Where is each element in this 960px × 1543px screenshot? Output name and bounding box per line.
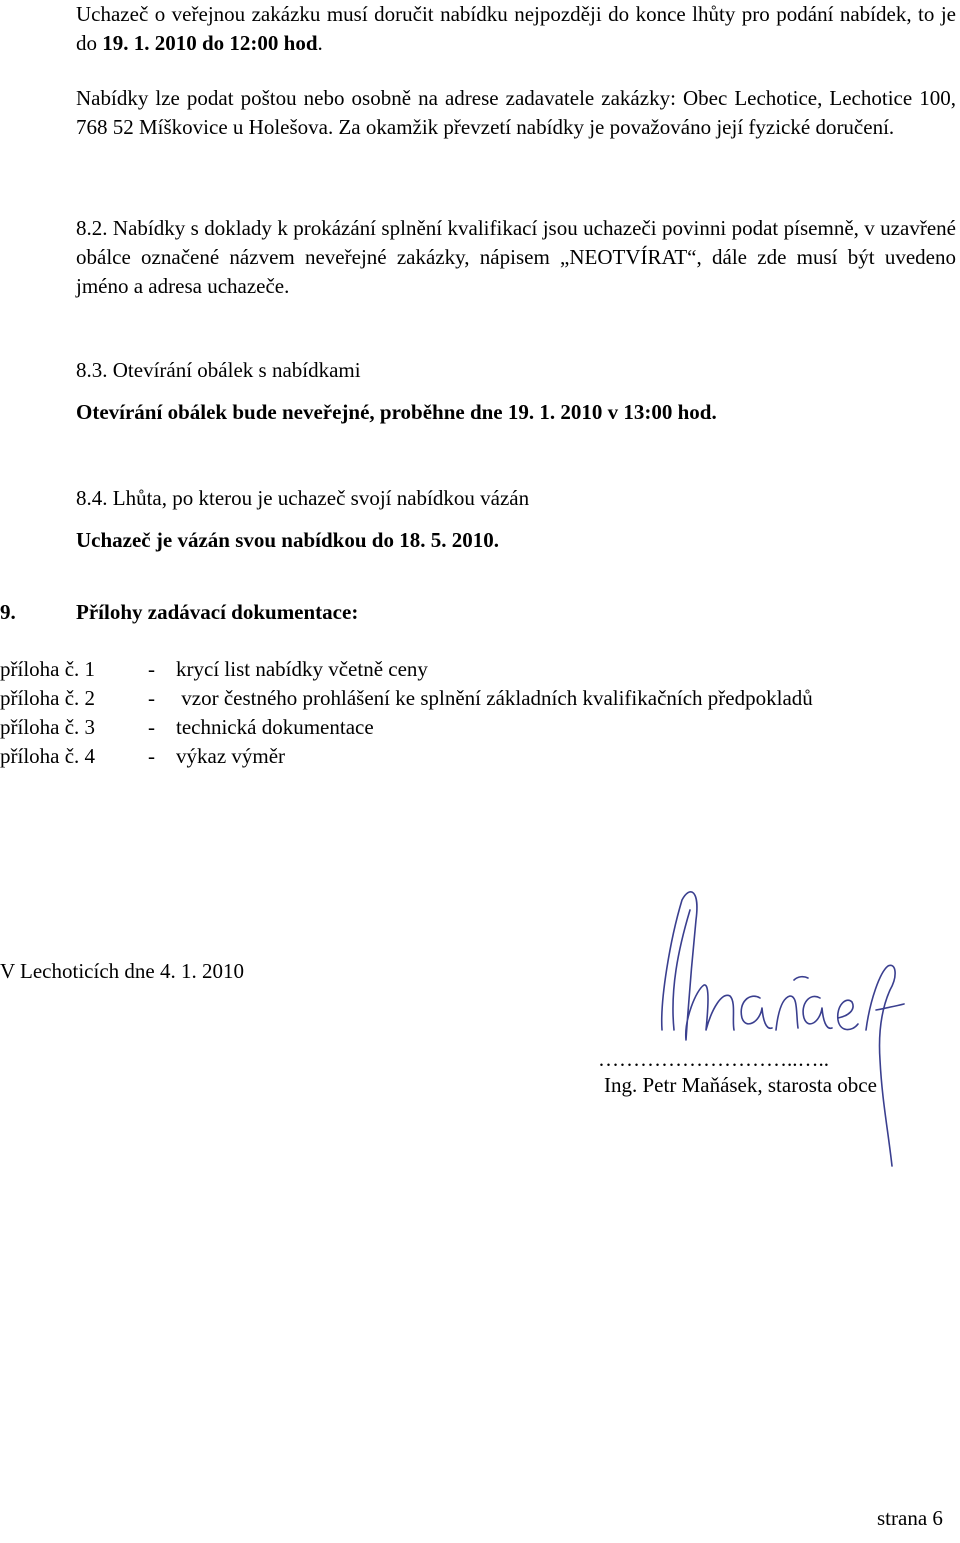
section-8-2-paragraph (76, 214, 956, 301)
appendix-description: vzor čestného prohlášení ke splnění základních kvalifikačních předpokladů (176, 686, 813, 710)
handwritten-signature (600, 880, 940, 1180)
signatory-name: Ing. Petr Maňásek, starosta obce (604, 1073, 877, 1097)
appendix-dash: - (148, 744, 155, 768)
appendix-label: příloha č. 1 (0, 657, 96, 681)
appendix-description: technická dokumentace (176, 715, 374, 739)
appendix-description: výkaz výměr (176, 744, 286, 768)
appendix-label: příloha č. 2 (0, 686, 96, 710)
deadline-value: 19. 1. 2010 do 12:00 hod (102, 31, 318, 55)
appendix-label: příloha č. 3 (0, 715, 96, 739)
section-8-2 (76, 214, 956, 301)
section-9-title: Přílohy zadávací dokumentace: (76, 600, 359, 624)
section-8-3-statement: Otevírání obálek bude neveřejné, proběhne dne 19. 1. 2010 v 13:00 hod. (76, 400, 717, 424)
section-9-number: 9. (0, 600, 16, 624)
section-8-4-statement: Uchazeč je vázán svou nabídkou do 18. 5. 2010. (76, 528, 499, 552)
delivery-text: Nabídky lze podat poštou nebo osobně na adrese zadavatele zakázky: Obec Lechotice, Lechotice 100, 768 52 Míškovice u Holešova. Za okamžik převzetí nabídky je považováno její fyzické doručení. (76, 86, 956, 139)
section-8-4-title: Lhůta, po kterou je uchazeč svojí nabídkou vázán (112, 486, 530, 510)
section-8-4-number: 8.4. (76, 486, 108, 510)
deadline-sentence (76, 0, 956, 58)
place-date: V Lechoticích dne 4. 1. 2010 (0, 959, 244, 983)
appendix-dash: - (148, 657, 155, 681)
section-8-2-text: Nabídky s doklady k prokázání splnění kvalifikací jsou uchazeči povinni podat písemně, v uzavřené obálce označené názvem neveřejné zakázky, nápisem „NEOTVÍRAT“, dále zde musí být uvedeno jméno a adresa uchazeče. (76, 216, 956, 298)
section-8-4-heading (76, 484, 529, 513)
section-8-3-number: 8.3. (76, 358, 108, 382)
section-8-2-number: 8.2. (76, 216, 108, 240)
page-number: strana 6 (877, 1506, 943, 1530)
deadline-end: . (317, 31, 323, 55)
appendix-description: krycí list nabídky včetně ceny (176, 657, 428, 681)
deadline-lead: Uchazeč o veřejnou zakázku musí doručit nabídku nejpozději do konce lhůty pro podání nabídek, to je do (76, 2, 956, 55)
intro-paragraph (76, 0, 956, 58)
section-8-3-title: Otevírání obálek s nabídkami (112, 358, 361, 382)
appendix-dash: - (148, 686, 155, 710)
section-8-3-heading (76, 356, 361, 385)
appendix-label: příloha č. 4 (0, 744, 96, 768)
section-9-heading (0, 598, 358, 627)
signature-line: ………………………..….. (598, 1047, 829, 1071)
appendix-dash: - (148, 715, 155, 739)
delivery-paragraph (76, 84, 956, 142)
